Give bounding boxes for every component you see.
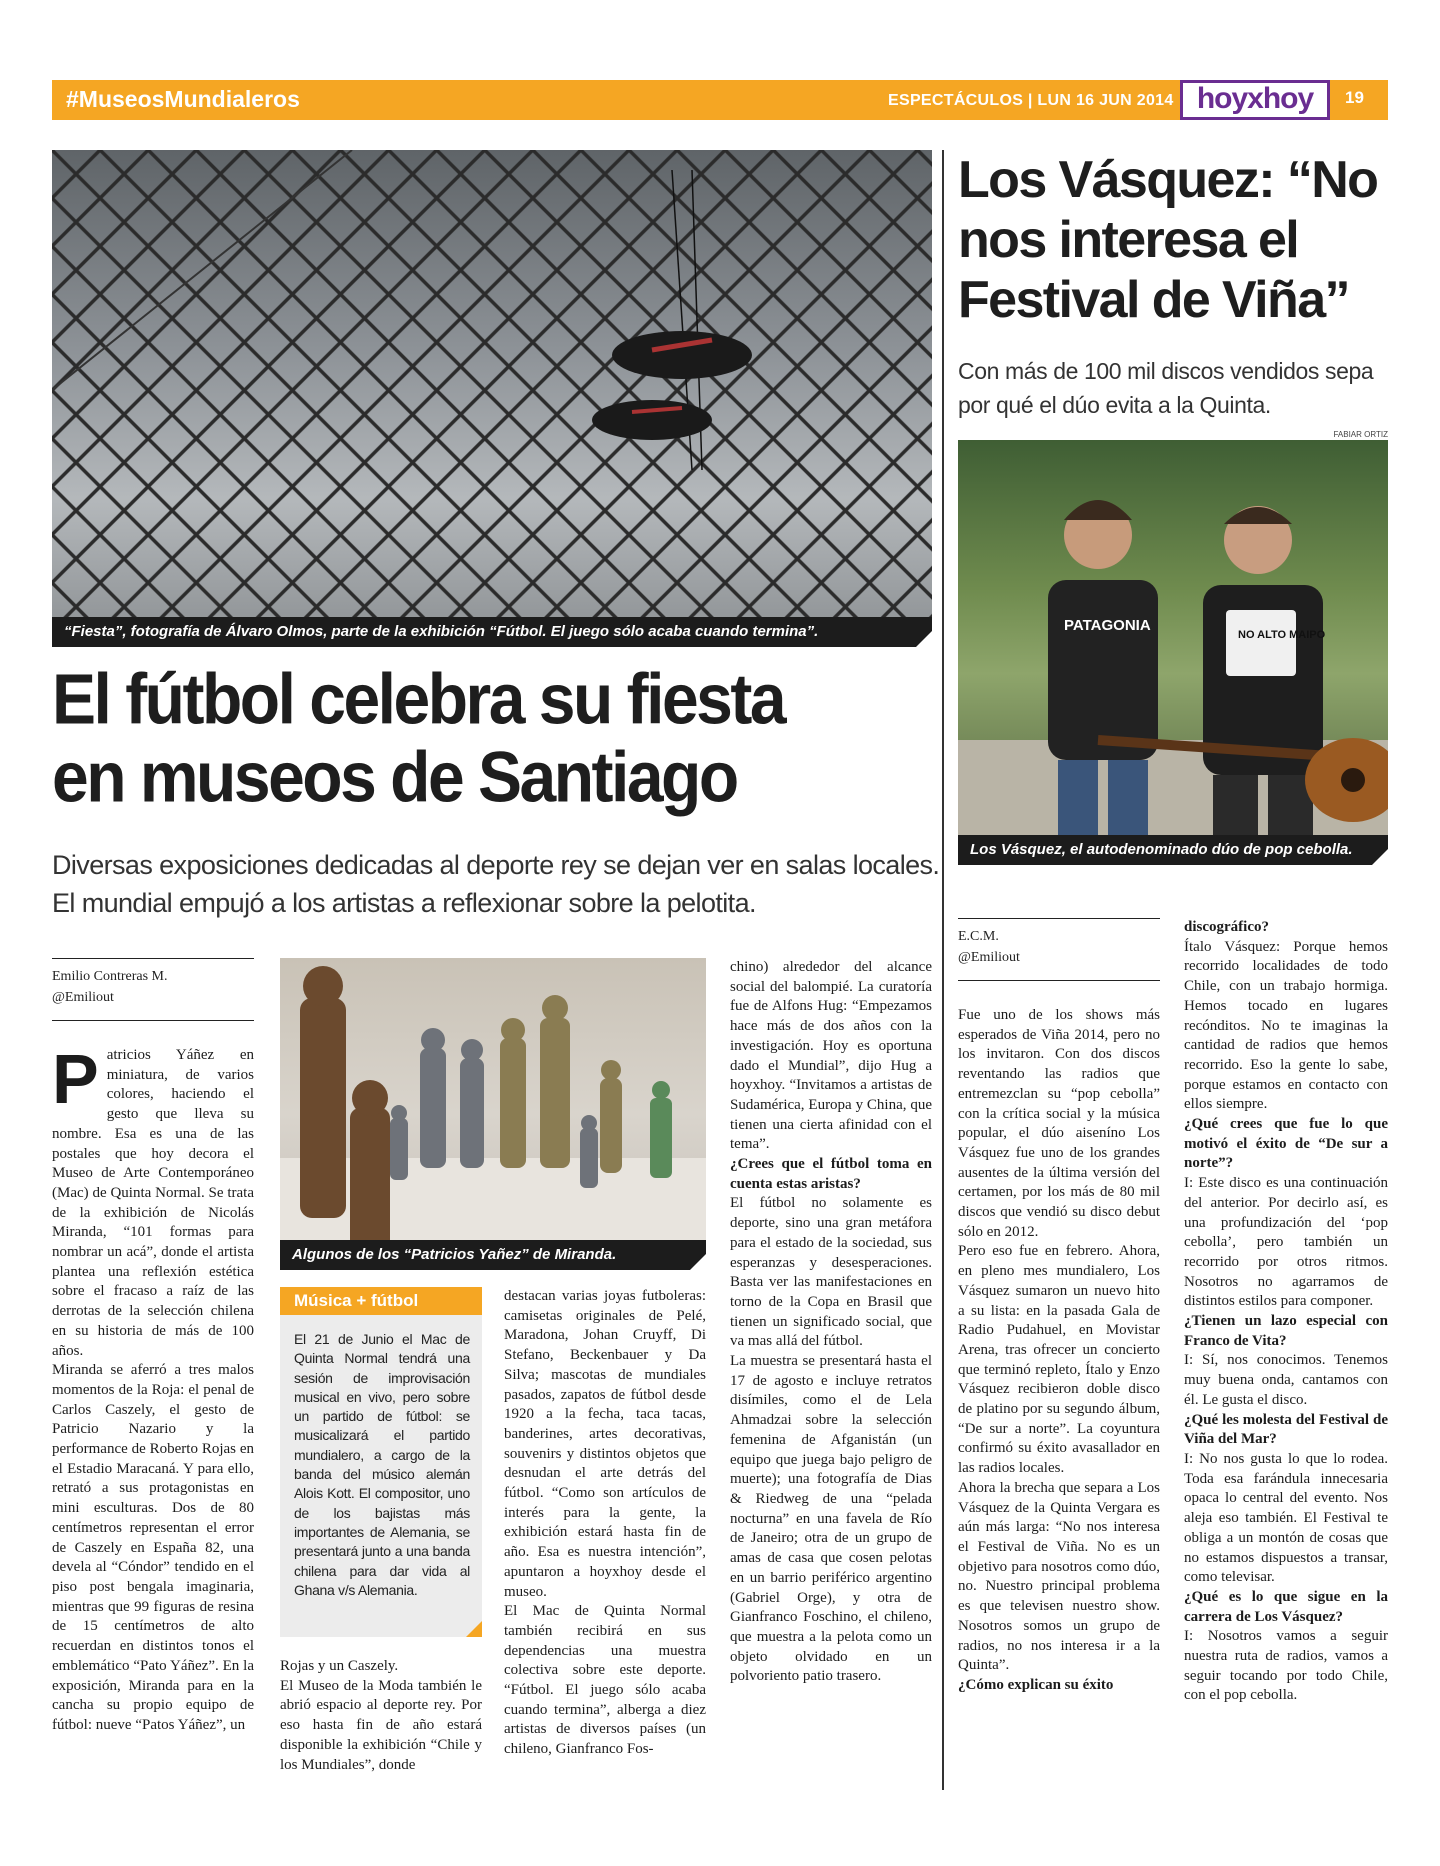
interview-question: ¿Qué crees que fue lo que motivó el éxito de “De sur a norte”? [1184, 1116, 1388, 1172]
paragraph: Fue uno de los shows más esperados de Viña 2014, pero no los invitaron. Con dos discos reventando las radios que entremezclan su “pop cebolla” con la crítica social y la música popular, el dúo aiseníno Los Vásquez fue uno de los grandes ausentes de la última versión del certamen, por los más de 80 mil discos que vendió su disco debut sólo en 2012. [958, 1007, 1160, 1240]
interview-question: ¿Qué es lo que sigue en la carrera de Los Vásquez? [1184, 1588, 1388, 1625]
paragraph: Miranda se aferró a tres malos momentos de la Roja: el penal de Carlos Caszely, el gesto de Patricio Nazario y la performance de Roberto Rojas en el Estadio Maracaná. Y para ello, retrató a sus protagonistas en mini esculturas. Dos de 80 centímetros representan el error de Caszely en España 82, una devela al “Cóndor” tendido en el piso post bengala imaginaria, mientras que 99 figuras de resina de 15 centímetros de alto recuerdan en distintos tonos el emblemático “Pato Yáñez”. En la exposición, Miranda para en la cancha su propio equipo de fútbol: nueve “Patos Yáñez”, un [52, 1362, 254, 1733]
fence-photo [52, 150, 932, 647]
paragraph: La muestra se presentará hasta el 17 de agosto e incluye retratos disímiles, como el de Lela Ahmadzai sobre la selección femenina de Afganistán (un equipo que juega bajo peligro de muerte); una fotografía de Dias & Riedweg de una “pelada nocturna” en una favela de Río de Janeiro; otra de un grupo de amas de casa que cosen pelotas en un barrio periférico argentino (Gabriel Orge), y otra de Gianfranco Foschino, el chileno, que muestra a la pelota como un objeto olvidado en un polvoriento patio trasero. [730, 1353, 932, 1685]
interview-question: ¿Cómo explican su éxito [958, 1676, 1114, 1693]
article-column-2 [280, 1657, 482, 1775]
interview-answer: I: Este disco es una continuación del anterior. Por decirlo así, es una profundización del ‘pop cebolla’, pero también un recorrido por otros ritmos. Nosotros no agarramos de distintos estilos para componer. [1184, 1175, 1388, 1310]
corner-icon [1372, 849, 1388, 865]
headline-line-2: en museos de Santiago [52, 736, 737, 817]
side-column-2 [1184, 918, 1388, 1706]
hashtag: #MuseosMundialeros [66, 86, 300, 112]
paragraph: Pero eso fue en febrero. Ahora, en pleno mes mundialero, Los Vásquez sumaron un nuevo hito a su lista: en la pasada Gala de Radio Pudahuel, en Movistar Arena, tras ofrecer un concierto que terminó repleto, Ítalo y Enzo Vásquez recibieron doble disco de platino por su segundo álbum, “De sur a norte”. La coyuntura confirmó su éxito avasallador en las radios locales. [958, 1243, 1160, 1477]
shirt-text-left: PATAGONIA [1064, 617, 1151, 634]
newspaper-logo: hoyxhoy [1180, 80, 1330, 120]
photo-credit: FABIAR ORTIZ [1333, 430, 1388, 439]
paragraph: chino) alrededor del alcance social del balompié. La curatoría fue de Alfons Hug: “Empezamos hace más de dos años con la investigación. Hoy es oportuna dado el Mundial”, dijo Hug a hoyxhoy. “Invitamos a artistas de Sudamérica, Europa y China, que tienen una cierta afinidad con el tema”. [730, 959, 932, 1153]
paragraph: destacan varias joyas futboleras: camisetas originales de Pelé, Maradona, Johan Cruyff, Di Stefano, Beckenbauer y Da Silva; mascotas de mundiales pasados, zapatos de fútbol desde 1920 a la fecha, taca tacas, banderines, artes decorativas, souvenirs y distintos objetos que desnudan el arte detrás del fútbol. “Como son artículos de interés para la gente, la exhibición estará hasta fin de año. Esa es nuestra intención”, apuntaron a hoyxhoy desde el museo. [504, 1288, 706, 1600]
byline-rule-top [52, 958, 254, 959]
paragraph: atricios Yáñez en miniatura, de varios colores, haciendo el gesto que lleva su nombre. Esa es una de las postales que hoy decora el Museo de Arte Contemporáneo (Mac) de Quinta Normal. Se trata de la exhibición de Nicolás Miranda, “101 formas para nombrar un acá”, donde el artista plantea una reflexión estética sobre el fracaso a raíz de las derrotas de la selección chilena en su historia de más de 100 años. [52, 1047, 254, 1359]
interview-question: ¿Crees que el fútbol toma en cuenta estas aristas? [730, 1156, 932, 1192]
page-number: 19 [1345, 88, 1364, 107]
photo-caption: “Fiesta”, fotografía de Álvaro Olmos, parte de la exhibición “Fútbol. El juego sólo acaba cuando termina”. [52, 617, 932, 647]
info-box-title: Música + fútbol [280, 1287, 482, 1315]
interview-question: ¿Qué les molesta del Festival de Viña del Mar? [1184, 1411, 1388, 1448]
byline [52, 966, 254, 1008]
headline-line-1: El fútbol celebra su fiesta [52, 658, 785, 739]
article-column-1 [52, 1040, 254, 1736]
interview-question: ¿Tienen un lazo especial con Franco de Vita? [1184, 1313, 1388, 1349]
side-author-name: E.C.M. [958, 929, 999, 944]
side-byline-rule-bottom [958, 980, 1160, 981]
section-date: ESPECTÁCULOS | LUN 16 JUN 2014 [888, 92, 1174, 109]
author-handle: @Emiliout [52, 990, 114, 1005]
duo-caption: Los Vásquez, el autodenominado dúo de pop cebolla. [958, 835, 1388, 865]
corner-icon [916, 631, 932, 647]
byline-rule-bottom [52, 1020, 254, 1021]
article-column-3 [504, 1287, 706, 1760]
side-byline [958, 926, 1160, 968]
interview-answer: I: Nosotros vamos a seguir nuestra ruta de radios, vamos a seguir tocando por todo Chile, con el pop cebolla. [1184, 1628, 1388, 1704]
figurines-image [280, 958, 706, 1270]
main-deck: Diversas exposiciones dedicadas al deporte rey se dejan ver en salas locales. El mundial empujó a los artistas a reflexionar sobre la pelotita. [52, 850, 940, 918]
side-author-handle: @Emiliout [958, 950, 1020, 965]
side-byline-rule-top [958, 918, 1160, 919]
article-column-4 [730, 958, 932, 1687]
figurines-photo [280, 958, 706, 1270]
side-column-1 [958, 1006, 1160, 1696]
paragraph: El fútbol no solamente es deporte, sino una gran metáfora para el estado de la sociedad, sus esperanzas y desesperaciones. Basta ver las manifestaciones en torno de la Copa en Brasil que tienen un significado social, que va mas allá del fútbol. [730, 1195, 932, 1350]
shirt-text-right: NO ALTO MAIPO [1238, 629, 1326, 641]
paragraph: El Museo de la Moda también le abrió espacio al deporte rey. Por eso hasta fin de año estará disponible la exhibición “Chile y los Mundiales”, donde [280, 1677, 482, 1773]
paragraph: El Mac de Quinta Normal también recibirá en sus dependencias una muestra colectiva sobre este deporte. “Fútbol. El juego sólo acaba cuando termina”, alberga a diez artistas de diversos países (un chileno, Gianfranco Fos- [504, 1603, 706, 1758]
column-divider [942, 150, 944, 1790]
info-box-text: El 21 de Junio el Mac de Quinta Normal tendrá una sesión de improvisación musical en vivo, pero sobre un partido de fútbol: se musicalizará el partido mundialero, a cargo de la banda del músico alemán Alois Kott. El compositor, uno de los bajistas más importantes de Alemania, se presentará junto a una banda chilena para dar vida al Ghana v/s Alemania. [294, 1331, 470, 1598]
duo-photo [958, 440, 1388, 865]
side-headline: Los Vásquez: “No nos interesa el Festival de Viña” [958, 151, 1378, 329]
author-name: Emilio Contreras M. [52, 969, 168, 984]
corner-icon [466, 1621, 482, 1637]
dropcap: P [52, 1040, 99, 1118]
interview-question: discográfico? [1184, 919, 1269, 935]
chain-link-fence-image [52, 150, 932, 647]
corner-icon [690, 1254, 706, 1270]
interview-answer: I: No nos gusta lo que lo rodea. Toda esa farándula innecesaria opaca lo central del evento. Nos aleja eso también. El Festival te obliga a un montón de cosas que no estamos dispuestos a transar, como televisar. [1184, 1450, 1388, 1586]
paragraph: Ahora la brecha que separa a Los Vásquez de la Quinta Vergara es aún más larga: “No nos interesa el Festival de Viña. No es un objetivo para nosotros como dúo, no. Nuestro principal problema es que televisen nuestro show. Nosotros somos un grupo de radios, no nos interesa ir a la Quinta”. [958, 1479, 1160, 1674]
figure-caption: Algunos de los “Patricios Yañez” de Miranda. [280, 1240, 706, 1270]
interview-answer: I: Sí, nos conocimos. Tenemos muy buena onda, cantamos con él. Le gusta el disco. [1184, 1352, 1388, 1408]
interview-answer: Ítalo Vásquez: Porque hemos recorrido localidades de todo Chile, con un trabajo hormiga. Hemos tocado en lugares recónditos. No te imaginas la cantidad de radios que hemos recorrido. Eso la gente lo sabe, porque estamos en contacto con ellos siempre. [1184, 938, 1388, 1113]
duo-image [958, 440, 1388, 865]
main-headline [52, 660, 952, 816]
paragraph: Rojas y un Caszely. [280, 1658, 399, 1674]
side-deck: Con más de 100 mil discos vendidos sepa por qué el dúo evita a la Quinta. [958, 358, 1374, 418]
